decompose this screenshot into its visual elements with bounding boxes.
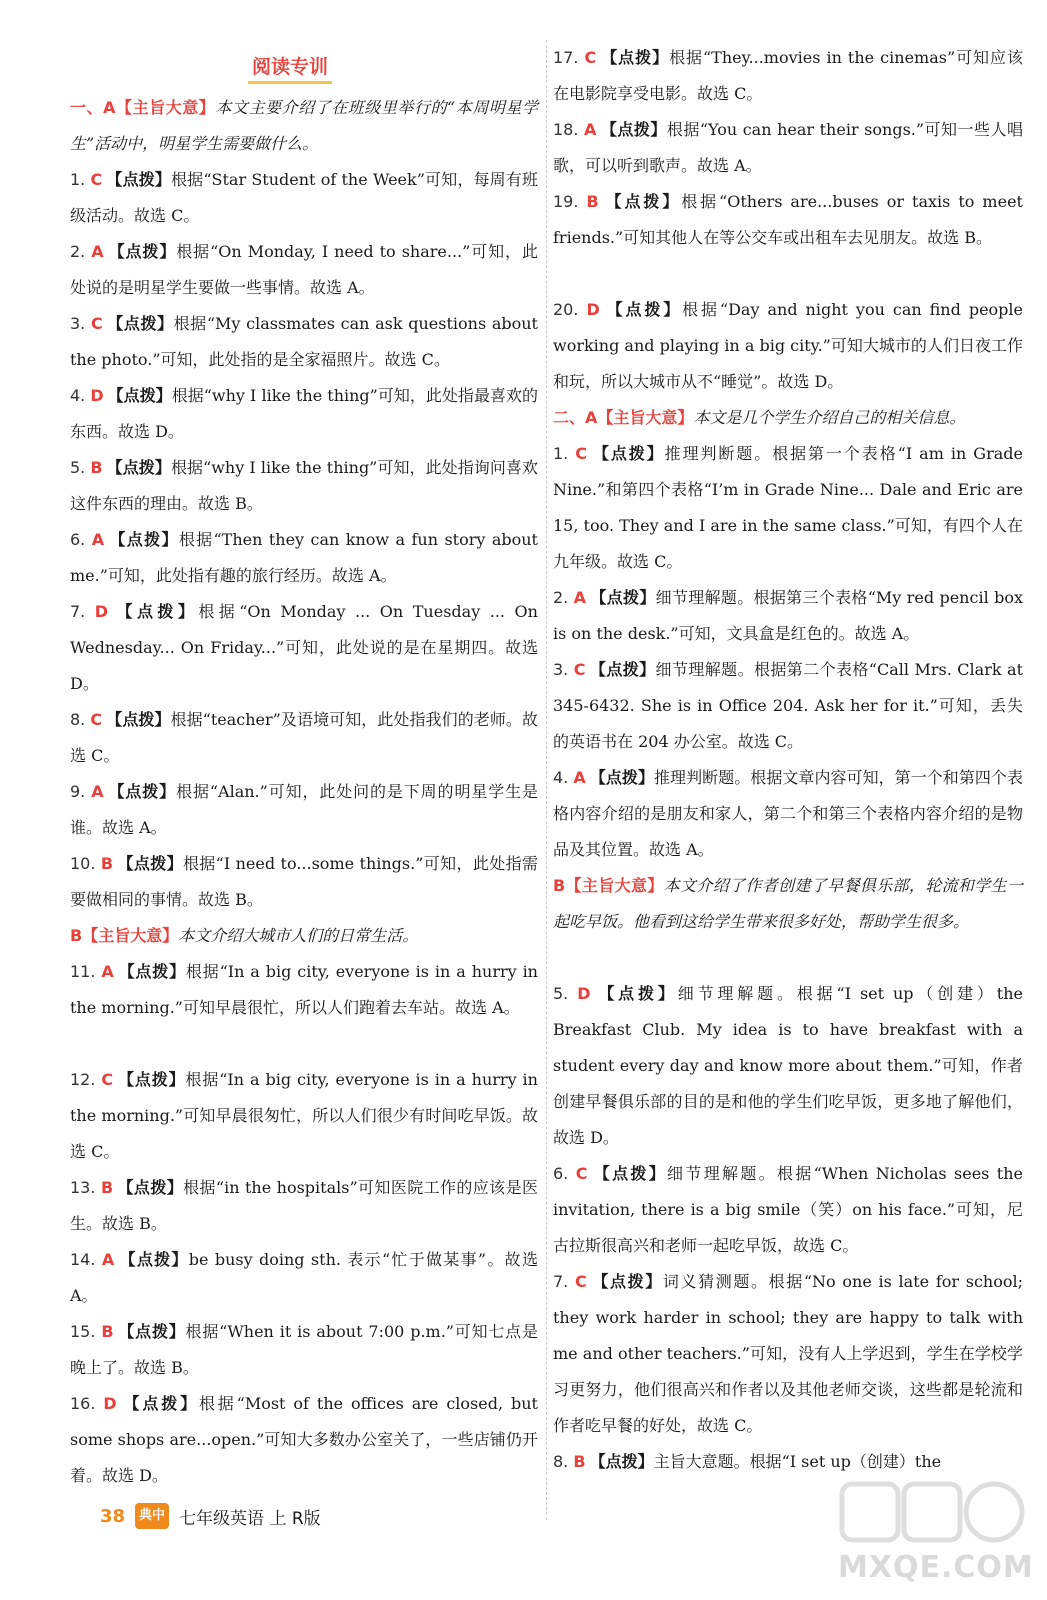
answer-item bbox=[70, 234, 538, 306]
question-number: 2. bbox=[70, 242, 86, 261]
question-number: 9. bbox=[70, 782, 86, 801]
answer-item bbox=[553, 976, 1023, 1156]
answer-item bbox=[70, 378, 538, 450]
answer-letter: A bbox=[573, 588, 587, 607]
hint-tag: 【点拨】 bbox=[107, 782, 177, 801]
question-number: 5. bbox=[553, 984, 569, 1003]
explanation-text: 细节理解题。根据“When Nicholas sees the invitation, there is a big smile（笑）on his face.”可知，尼古拉斯很高兴和老师一起吃早饭，故选 C。 bbox=[553, 1164, 1023, 1255]
answer-item bbox=[553, 40, 1023, 112]
explanation-text: 根据“Star Student of the Week”可知，每周有班级活动。故选 C。 bbox=[70, 170, 538, 225]
answer-letter: D bbox=[586, 300, 600, 319]
explanation-text: 根据“why I like the thing”可知，此处指最喜欢的东西。故选 D。 bbox=[70, 386, 538, 441]
explanation-text: 根据“On Monday, I need to share...”可知，此处说的是明星学生要做一些事情。故选 A。 bbox=[70, 242, 538, 297]
section-prefix: 二、A bbox=[553, 408, 598, 427]
section-tag: 【主旨大意】 bbox=[115, 98, 216, 117]
question-number: 1. bbox=[70, 170, 86, 189]
question-number: 6. bbox=[553, 1164, 569, 1183]
question-number: 6. bbox=[70, 530, 86, 549]
section-prefix: B bbox=[70, 926, 83, 945]
section-text: 本文介绍了作者创建了早餐俱乐部，轮流和学生一起吃早饭。他看到这给学生带来很多好处，帮助学生很多。 bbox=[553, 876, 1023, 931]
question-number: 16. bbox=[70, 1394, 96, 1413]
section-prefix: 一、A bbox=[70, 98, 116, 117]
question-number: 12. bbox=[70, 1070, 96, 1089]
answer-item bbox=[70, 594, 538, 702]
hint-tag: 【点拨】 bbox=[117, 1070, 186, 1089]
explanation-text: 根据“Most of the offices are closed, but some shops are...open.”可知大多数办公室关了，一些店铺仍开着。故选 D。 bbox=[70, 1394, 538, 1485]
answer-item bbox=[70, 162, 538, 234]
question-number: 20. bbox=[553, 300, 579, 319]
answer-letter: B bbox=[101, 1322, 114, 1341]
section-prefix: B bbox=[553, 876, 566, 895]
answer-item bbox=[70, 1062, 538, 1170]
answer-letter: A bbox=[91, 530, 105, 549]
explanation-text: 根据“why I like the thing”可知，此处指询问喜欢这件东西的理由。故选 B。 bbox=[70, 458, 538, 513]
answer-item bbox=[553, 184, 1023, 256]
answer-letter: C bbox=[101, 1070, 114, 1089]
answer-letter: C bbox=[575, 1164, 588, 1183]
explanation-text: 根据“When it is about 7:00 p.m.”可知七点是晚上了。故选 B。 bbox=[70, 1322, 538, 1377]
page-number: 38 bbox=[100, 1505, 126, 1527]
hint-tag: 【点拨】 bbox=[107, 386, 172, 405]
answer-letter: A bbox=[584, 120, 597, 139]
answer-item bbox=[553, 292, 1023, 400]
answer-item bbox=[70, 1242, 538, 1314]
answer-item bbox=[70, 306, 538, 378]
answer-letter: A bbox=[91, 782, 104, 801]
question-number: 8. bbox=[553, 1452, 569, 1471]
watermark bbox=[838, 1478, 1034, 1590]
question-number: 5. bbox=[70, 458, 86, 477]
hint-tag: 【点拨】 bbox=[106, 314, 174, 333]
answer-letter: B bbox=[90, 458, 103, 477]
answer-item bbox=[553, 436, 1023, 580]
explanation-text: 根据“I need to...some things.”可知，此处指需要做相同的事情。故选 B。 bbox=[70, 854, 538, 909]
answer-letter: D bbox=[103, 1394, 117, 1413]
explanation-text: 根据“Others are...buses or taxis to meet friends.”可知其他人在等公交车或出租车去见朋友。故选 B。 bbox=[553, 192, 1023, 247]
explanation-text: 细节理解题。根据“I set up（创建）the Breakfast Club. My idea is to have breakfast with a student every day and know more about them.”可知，作者创建早餐俱乐部的目的是和他的学生们吃早饭，更多地了解他们，故选 D。 bbox=[553, 984, 1023, 1147]
explanation-text: be busy doing sth. 表示“忙于做某事”。故选 A。 bbox=[70, 1250, 538, 1305]
explanation-text: 根据“You can hear their songs.”可知一些人唱歌，可以听到歌声。故选 A。 bbox=[553, 120, 1023, 175]
question-number: 1. bbox=[553, 444, 569, 463]
answer-letter: C bbox=[90, 170, 103, 189]
explanation-text: 根据“My classmates can ask questions about the photo.”可知，此处指的是全家福照片。故选 C。 bbox=[70, 314, 538, 369]
section-tag: 【主旨大意】 bbox=[597, 408, 694, 427]
answer-letter: C bbox=[90, 314, 103, 333]
explanation-text: 根据“In a big city, everyone is in a hurry in the morning.”可知早晨很忙，所以人们跑着去车站。故选 A。 bbox=[70, 962, 538, 1017]
hint-tag: 【点拨】 bbox=[117, 1178, 184, 1197]
explanation-text: 根据“in the hospitals”可知医院工作的应该是医生。故选 B。 bbox=[70, 1178, 538, 1233]
explanation-text: 根据“On Monday ... On Tuesday ... On Wednesday... On Friday...”可知，此处说的是在星期四。故选 D。 bbox=[70, 602, 538, 693]
explanation-text: 根据“Day and night you can find people working and playing in a big city.”可知大城市的人们日夜工作和玩，所以大城市从不“睡觉”。故选 D。 bbox=[553, 300, 1023, 391]
hint-tag: 【点拨】 bbox=[602, 192, 682, 211]
answer-item bbox=[553, 580, 1023, 652]
answer-letter: A bbox=[573, 768, 586, 787]
hint-tag: 【点拨】 bbox=[112, 602, 199, 621]
answer-letter: B bbox=[100, 854, 114, 873]
explanation-text: 根据“Alan.”可知，此处问的是下周的明星学生是谁。故选 A。 bbox=[70, 782, 538, 837]
page-footer bbox=[100, 1500, 321, 1549]
explanation-text: 主旨大意题。根据“I set up（创建）the bbox=[653, 1452, 942, 1471]
explanation-text: 推理判断题。根据文章内容可知，第一个和第四个表格内容介绍的是朋友和家人，第二个和第三个表格内容介绍的是物品及其位置。故选 A。 bbox=[553, 768, 1023, 859]
hint-tag: 【点拨】 bbox=[603, 300, 683, 319]
question-number: 8. bbox=[70, 710, 86, 729]
answer-letter: A bbox=[91, 242, 104, 261]
hint-tag: 【点拨】 bbox=[120, 1394, 199, 1413]
question-number: 17. bbox=[553, 48, 579, 67]
answer-letter: B bbox=[100, 1178, 114, 1197]
answer-item bbox=[553, 1264, 1023, 1444]
answer-letter: D bbox=[577, 984, 591, 1003]
explanation-text: 推理判断题。根据第一个表格“I am in Grade Nine.”和第四个表格“I’m in Grade Nine... Dale and Eric are 15, too. They and I are in the same class.”可知，有四个人在九年级。故选 C。 bbox=[553, 444, 1023, 571]
section-text: 本文是几个学生介绍自己的相关信息。 bbox=[693, 408, 966, 427]
question-number: 15. bbox=[70, 1322, 96, 1341]
hint-tag: 【点拨】 bbox=[117, 854, 183, 873]
section-tag: 【主旨大意】 bbox=[565, 876, 664, 895]
section-summary bbox=[553, 868, 1023, 940]
question-number: 19. bbox=[553, 192, 579, 211]
section-summary bbox=[553, 400, 1023, 436]
answer-letter: D bbox=[90, 386, 104, 405]
question-number: 3. bbox=[553, 660, 569, 679]
answer-letter: B bbox=[573, 1452, 586, 1471]
book-label: 七年级英语 上 R版 bbox=[179, 1508, 321, 1529]
answer-item bbox=[70, 1386, 538, 1494]
hint-tag: 【点拨】 bbox=[600, 120, 667, 139]
answer-letter: A bbox=[101, 962, 114, 981]
answer-item bbox=[553, 760, 1023, 868]
answer-item bbox=[70, 1314, 538, 1386]
answer-item bbox=[553, 112, 1023, 184]
answer-item bbox=[553, 652, 1023, 760]
page-title: 阅读专训 bbox=[248, 52, 332, 84]
question-number: 14. bbox=[70, 1250, 96, 1269]
answer-item bbox=[70, 450, 538, 522]
answer-item bbox=[70, 846, 538, 918]
hint-tag: 【点拨】 bbox=[106, 710, 171, 729]
hint-tag: 【点拨】 bbox=[591, 1164, 668, 1183]
hint-tag: 【点拨】 bbox=[107, 242, 177, 261]
section-summary bbox=[70, 918, 538, 954]
answer-item bbox=[70, 954, 538, 1026]
answer-letter: C bbox=[584, 48, 597, 67]
hint-tag: 【点拨】 bbox=[106, 170, 172, 189]
question-number: 10. bbox=[70, 854, 96, 873]
question-number: 3. bbox=[70, 314, 86, 333]
hint-tag: 【点拨】 bbox=[591, 444, 665, 463]
column-divider bbox=[546, 40, 547, 1520]
question-number: 4. bbox=[553, 768, 569, 787]
hint-tag: 【点拨】 bbox=[108, 530, 179, 549]
hint-tag: 【点拨】 bbox=[589, 768, 655, 787]
question-number: 2. bbox=[553, 588, 569, 607]
watermark-logo bbox=[838, 1478, 1028, 1548]
watermark-text: MXQE.COM bbox=[838, 1550, 1034, 1585]
hint-tag: 【点拨】 bbox=[590, 588, 656, 607]
hint-tag: 【点拨】 bbox=[106, 458, 171, 477]
answer-letter: C bbox=[574, 1272, 587, 1291]
answer-letter: C bbox=[90, 710, 103, 729]
explanation-text: 根据“They...movies in the cinemas”可知应该在电影院享受电影。故选 C。 bbox=[553, 48, 1023, 103]
question-number: 7. bbox=[553, 1272, 569, 1291]
answer-item bbox=[70, 702, 538, 774]
explanation-text: 根据“Then they can know a fun story about me.”可知，此处指有趣的旅行经历。故选 A。 bbox=[70, 530, 538, 585]
answer-item bbox=[70, 774, 538, 846]
answer-item bbox=[553, 1444, 1023, 1480]
hint-tag: 【点拨】 bbox=[117, 962, 186, 981]
section-text: 本文主要介绍了在班级里举行的“本周明星学生”活动中，明星学生需要做什么。 bbox=[70, 98, 538, 153]
explanation-text: 根据“teacher”及语境可知，此处指我们的老师。故选 C。 bbox=[70, 710, 538, 765]
answer-letter: A bbox=[101, 1250, 115, 1269]
explanation-text: 词义猜测题。根据“No one is late for school; they work harder in school; they are happy to talk with me and other teachers.”可知，没有人上学迟到，学生在学校学习更努力，他们很高兴和作者以及其他老师交谈，这些都是轮流和作者吃早餐的好处，故选 C。 bbox=[553, 1272, 1023, 1435]
hint-tag: 【点拨】 bbox=[590, 1272, 663, 1291]
answer-item bbox=[70, 522, 538, 594]
section-text: 本文介绍大城市人们的日常生活。 bbox=[178, 926, 419, 945]
answer-item bbox=[553, 1156, 1023, 1264]
hint-tag: 【点拨】 bbox=[594, 984, 678, 1003]
hint-tag: 【点拨】 bbox=[118, 1250, 189, 1269]
section-summary bbox=[70, 90, 538, 162]
hint-tag: 【点拨】 bbox=[589, 1452, 654, 1471]
answer-letter: C bbox=[575, 444, 588, 463]
hint-tag: 【点拨】 bbox=[589, 660, 656, 679]
question-number: 11. bbox=[70, 962, 96, 981]
question-number: 13. bbox=[70, 1178, 96, 1197]
section-tag: 【主旨大意】 bbox=[82, 926, 179, 945]
answer-letter: D bbox=[94, 602, 109, 621]
explanation-text: 细节理解题。根据第三个表格“My red pencil box is on the desk.”可知，文具盒是红色的。故选 A。 bbox=[553, 588, 1023, 643]
brand-logo: 典中点 bbox=[135, 1503, 169, 1529]
answer-letter: B bbox=[586, 192, 599, 211]
answer-letter: C bbox=[573, 660, 586, 679]
question-number: 4. bbox=[70, 386, 86, 405]
explanation-text: 根据“In a big city, everyone is in a hurry in the morning.”可知早晨很匆忙，所以人们很少有时间吃早饭。故选 C。 bbox=[70, 1070, 538, 1161]
question-number: 7. bbox=[70, 602, 86, 621]
hint-tag: 【点拨】 bbox=[600, 48, 670, 67]
question-number: 18. bbox=[553, 120, 579, 139]
explanation-text: 细节理解题。根据第二个表格“Call Mrs. Clark at 345-6432. She is in Office 204. Ask her for it.”可知，丢失的英语书在 204 办公室。故选 C。 bbox=[553, 660, 1023, 751]
hint-tag: 【点拨】 bbox=[117, 1322, 186, 1341]
answer-item bbox=[70, 1170, 538, 1242]
